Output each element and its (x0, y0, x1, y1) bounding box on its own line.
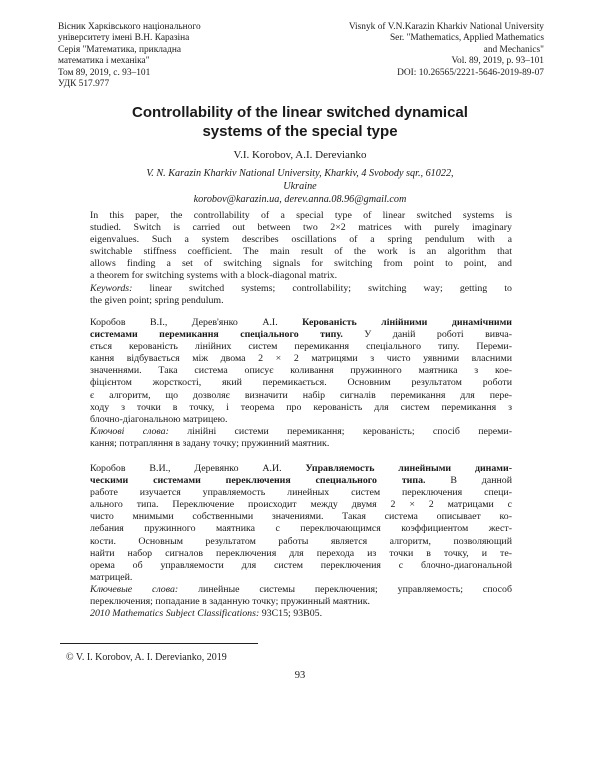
abstract-line: eigenvalues. Such a system describes oscillations of a spring pendulum with a (90, 234, 512, 246)
keywords-text: лінійні системи перемикання; керованість; спосіб переми- (187, 425, 513, 437)
header-line: Visnyk of V.N.Karazin Kharkiv National University (348, 22, 544, 32)
header-line: Том 89, 2019, с. 93–101 (58, 67, 151, 78)
abstract-english (90, 210, 512, 307)
journal-header-ukrainian (58, 22, 258, 79)
abstract-heading-line (90, 463, 512, 475)
affiliation-line: V. N. Karazin Kharkiv National University, Kharkiv, 4 Svobody sqr., 61022, (146, 168, 454, 179)
abstract-line: switchable stiffness coefficient. The main result of the work is an algorithm that (90, 246, 512, 258)
abstract-authors: Коробов В.І., Дерев'янко А.І. (90, 317, 278, 328)
abstract-line: чисто мнимыми собственными значениями. Такая система описывает ко- (90, 511, 512, 523)
keywords-label: Keywords: (90, 282, 133, 294)
abstract-title: ческими системами переключения специального типа. (90, 475, 426, 487)
doi-link[interactable]: DOI: 10.26565/2221-5646-2019-89-07 (397, 67, 544, 78)
abstract-line: In this paper, the controllability of a special type of linear switched systems is (90, 210, 512, 221)
paper-title (60, 104, 540, 141)
abstract-heading-line (90, 475, 512, 487)
page-number: 93 (294, 670, 306, 681)
abstract-line: работе изучается управляемость линейных систем переключения специ- (90, 487, 512, 499)
abstract-heading-line (90, 329, 512, 341)
header-line: Vol. 89, 2019, p. 93–101 (451, 56, 544, 67)
abstract-line: лебания пружинного маятника с переключающимся коэффициентом жест- (90, 523, 512, 535)
keywords-line (90, 426, 512, 438)
msc-label: 2010 Mathematics Subject Classifications: (90, 608, 260, 620)
abstract-line: матрицей. (90, 571, 133, 583)
title-line: Controllability of the linear switched dynamical (132, 104, 468, 121)
abstract-line: ального типа. Переключение происходит между двумя 2 × 2 матрицами с (90, 499, 512, 511)
abstract-title: Управляемость линейными динами- (305, 463, 512, 474)
msc-line (90, 608, 512, 620)
affiliation-country: Ukraine (283, 180, 317, 192)
title-line: systems of the special type (202, 122, 398, 140)
abstract-line: a theorem for switching systems with a block-diagonal matrix. (90, 270, 338, 282)
abstract-title: Керованість лінійними динамічними (302, 317, 512, 328)
header-line: Вісник Харківського національного (58, 22, 201, 32)
header-line: and Mechanics" (483, 44, 544, 55)
abstract-title: системами перемикання спеціального типу. (90, 329, 343, 341)
header-line: університету імені В.Н. Каразіна (58, 33, 190, 44)
abstract-line: ходу з точки в точку, і теорема про керованість для систем перемикання з (90, 401, 512, 413)
footnote-divider (60, 643, 258, 644)
udk-code: УДК 517.977 (58, 79, 110, 89)
abstract-line: орема об управляемости для систем переключения с блочно-диагональной (90, 559, 512, 571)
header-line: Серія "Математика, прикладна (58, 44, 182, 55)
copyright-notice: © V. I. Korobov, A. I. Derevianko, 2019 (66, 652, 227, 663)
author-emails[interactable]: korobov@karazin.ua, derev.anna.08.96@gmail.com (193, 193, 407, 205)
abstract-line: є алгоритм, що дозволяє визначити набір сигналів перемикання для пере- (90, 389, 512, 401)
journal-header-english (314, 22, 544, 79)
abstract-line: найти набор сигналов переключения для перехода из точки в точку, и те- (90, 547, 512, 559)
abstract-line: значеннями. Така система описує коливання пружинного маятника з кое- (90, 365, 512, 377)
keywords-line: кання; потрапляння в задану точку; пружинний маятник. (90, 437, 330, 449)
abstract-line: allows finding a set of switching signals for switching from point to point, and (90, 258, 512, 270)
abstract-heading-line (90, 317, 512, 329)
header-line: Ser. "Mathematics, Applied Mathematics (389, 33, 544, 44)
keywords-label: Ключові слова: (90, 425, 169, 437)
keywords-line (90, 283, 512, 295)
keywords-line: переключения; попадание в заданную точку; пружинный маятник. (90, 596, 371, 608)
abstract-line: фіцієнтом жорсткості, який перемикається. Основним результатом роботи (90, 377, 512, 389)
header-line: математика і механіка" (58, 56, 150, 67)
keywords-label: Ключевые слова: (90, 583, 179, 595)
keywords-text: linear switched systems; controllability; switching way; getting to (149, 282, 512, 294)
keywords-line (90, 584, 512, 596)
abstract-line: ється керованість лінійних систем перемикання спеціального типу. Переми- (90, 341, 512, 353)
abstract-text: В данной (450, 475, 512, 487)
abstract-ukrainian (90, 317, 512, 450)
abstract-line: кання відбувається між двома 2 × 2 матрицями з чисто уявними власними (90, 353, 512, 365)
abstract-line: studied. Switch is carried out between two 2×2 matrices with purely imaginary (90, 222, 512, 234)
keywords-line: the given point; spring pendulum. (90, 294, 224, 306)
abstract-authors: Коробов В.И., Деревянко А.И. (90, 463, 282, 474)
affiliation (86, 168, 514, 206)
abstract-line: кости. Основным результатом работы является алгоритм, позволяющий (90, 535, 512, 547)
abstract-russian (90, 463, 512, 620)
paper-authors: V.I. Korobov, A.I. Derevianko (233, 149, 367, 161)
abstract-line: блочно-діагональною матрицею. (90, 413, 228, 425)
msc-codes: 93C15; 93B05. (261, 608, 323, 620)
keywords-text: линейные системы переключения; управляемость; способ (198, 583, 513, 595)
abstract-text: У даній роботі вивча- (364, 329, 513, 341)
